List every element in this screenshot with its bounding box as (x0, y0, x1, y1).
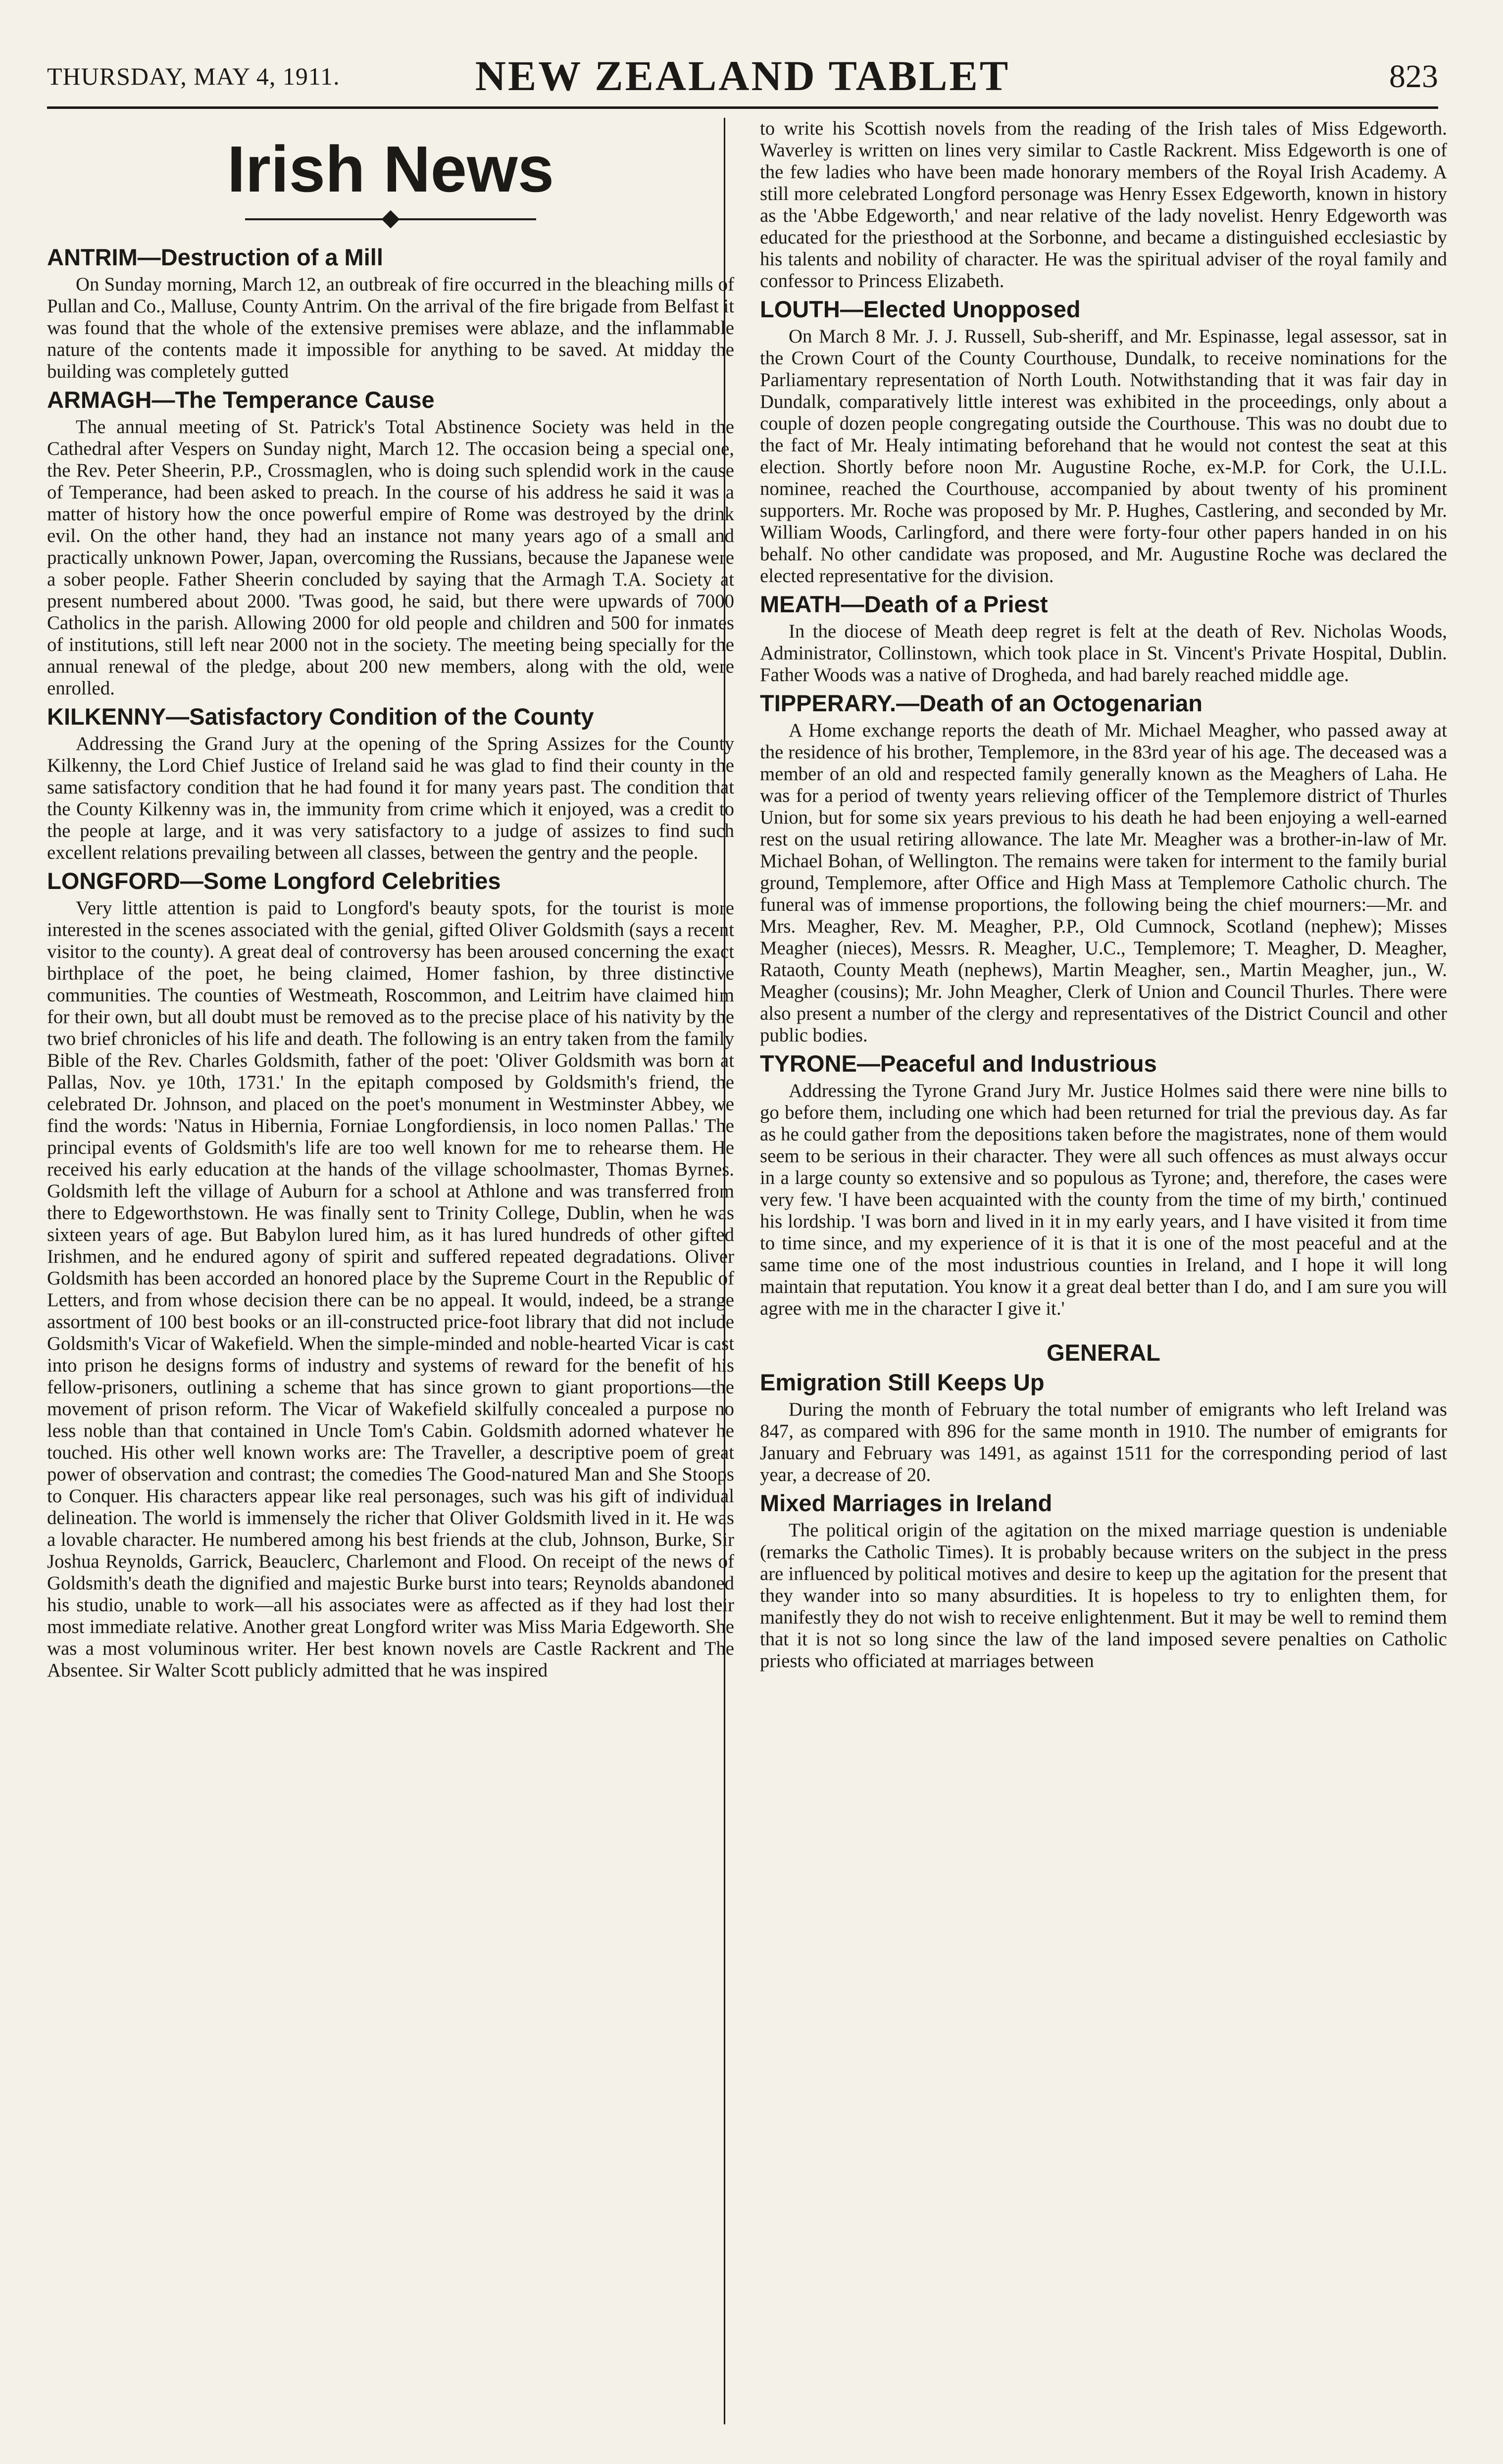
masthead (47, 47, 1438, 109)
article-longford-continued (760, 118, 1447, 292)
article-mixed-marriages (760, 1490, 1447, 1672)
diamond-icon (382, 210, 400, 229)
article-heading: Emigration Still Keeps Up (760, 1369, 1045, 1396)
article-louth (760, 296, 1447, 587)
article-body: Addressing the Tyrone Grand Jury Mr. Justice Holmes said there were nine bills to go before them, including one which had been returned for trial the previous day. As far as he could gather from the depositions taken before the magistrates, none of them would seem to be serious in their character. They were all such offences as must always occur in a large county so extensive and so populous as Tyrone; and, therefore, the cases were very few. 'I have been acquainted with the county from the time of my birth,' continued his lordship. 'I was born and lived in it in my early years, and I have visited it from time to time since, and my experience of it is that it is one of the most peaceful and at the same time one of the most industrious counties in Ireland, and I hope it will long maintain that reputation. You know it a great deal better than I do, and I am sure you will agree with me in the character I give it.' (760, 1080, 1447, 1320)
general-heading: GENERAL (1047, 1339, 1160, 1366)
article-heading: TYRONE—Peaceful and Industrious (760, 1050, 1157, 1077)
article-heading: LONGFORD—Some Longford Celebrities (47, 868, 501, 894)
article-body: On Sunday morning, March 12, an outbreak of fire occurred in the bleaching mills of Pullan and Co., Malluse, County Antrim. On the arrival of the fire brigade from Belfast it was found that the whole of the extensive premises were ablaze, and the inflammable nature of the contents made it impossible for anything to be saved. At midday the building was completely gutted (47, 274, 734, 383)
article-body: Addressing the Grand Jury at the opening of the Spring Assizes for the County Kilkenny, the Lord Chief Justice of Ireland said he was glad to find their county in the same satisfactory condition that he had found it for many years past. The condition that the County Kilkenny was in, the immunity from crime which it enjoyed, was a credit to the people at large, and it was very satisfactory to a judge of assizes to find such excellent relations prevailing between all classes, between the gentry and the people. (47, 733, 734, 864)
article-body: The political origin of the agitation on the mixed marriage question is undeniable (remarks the Catholic Times). It is probably because writers on the subject in the press are influenced by political motives and desire to keep up the agitation for the present that they wander into so many absurdities. It is hopeless to try to enlighten them, for manifestly they do not wish to receive enlightenment. But it may be well to remind them that it is not so long since the law of the land imposed severe penalties on Catholic priests who officiated at marriages between (760, 1520, 1447, 1672)
article-body: A Home exchange reports the death of Mr. Michael Meagher, who passed away at the residence of his brother, Templemore, in the 83rd year of his age. The deceased was a member of an old and respected family generally known as the Meaghers of Laha. He was for a period of twenty years relieving officer of the Templemore district of Thurles Union, but for some six years previous to his death he had been enjoying a well-earned rest on the usual retiring allowance. The late Mr. Meagher was a brother-in-law of Mr. Michael Bohan, of Wellington. The remains were taken for interment to the family burial ground, Templemore, after Office and High Mass at Templemore Catholic church. The funeral was of immense proportions, the following being the chief mourners:—Mr. and Mrs. Meagher, Rev. M. Meagher, P.P., Old Cumnock, Scotland (nephew); Misses Meagher (nieces), Messrs. R. Meagher, U.C., Templemore; T. Meagher, D. Meagher, Rataoth, County Meath (nephews), Martin Meagher, sen., Martin Meagher, jun., W. Meagher (cousins); Mr. John Meagher, Clerk of Union and Council Thurles. There were also present a number of the clergy and representatives of the District Council and other public bodies. (760, 720, 1447, 1046)
newspaper-title: NEW ZEALAND TABLET (475, 52, 1010, 99)
article-emigration (760, 1369, 1447, 1486)
article-heading: MEATH—Death of a Priest (760, 591, 1048, 618)
title-ornament (47, 211, 734, 226)
article-meath (760, 591, 1447, 686)
article-heading: ARMAGH—The Temperance Cause (47, 387, 435, 413)
right-column (760, 118, 1447, 1676)
article-antrim (47, 244, 734, 383)
article-heading: LOUTH—Elected Unopposed (760, 296, 1081, 322)
article-armagh (47, 387, 734, 699)
article-body: The annual meeting of St. Patrick's Total Abstinence Society was held in the Cathedral after Vespers on Sunday night, March 12. The occasion being a special one, the Rev. Peter Sheerin, P.P., Crossmaglen, who is doing such splendid work in the cause of Temperance, had been asked to preach. In the course of his address he said it was a matter of history how the once powerful empire of Rome was destroyed by the drink evil. On the other hand, they had an instance not many years ago of a small and practically unknown Power, Japan, overcoming the Russians, because the Japanese were a sober people. Father Sheerin concluded by saying that the Armagh T.A. Society at present numbered about 2000. 'Twas good, he said, but there were upwards of 7000 Catholics in the parish. Allowing 2000 for old people and children and 500 for inmates of institutions, still left near 2000 not in the society. The meeting being specially for the annual renewal of the pledge, about 200 new members, along with the old, were enrolled. (47, 416, 734, 699)
left-column (47, 118, 734, 1685)
section-title: Irish News (227, 133, 554, 205)
article-longford (47, 868, 734, 1681)
article-tipperary (760, 690, 1447, 1046)
article-heading: TIPPERARY.—Death of an Octogenarian (760, 690, 1203, 717)
article-body: During the month of February the total number of emigrants who left Ireland was 847, as compared with 896 for the same month in 1910. The number of emigrants for January and February was 1491, as against 1511 for the corresponding period of last year, a decrease of 20. (760, 1399, 1447, 1486)
article-body-continued: to write his Scottish novels from the reading of the Irish tales of Miss Edgeworth. Waverley is written on lines very similar to Castle Rackrent. Miss Edgeworth is one of the few ladies who have been made honorary members of the Royal Irish Academy. A still more celebrated Longford personage was Henry Essex Edgeworth, known in history as the 'Abbe Edgeworth,' and near relative of the lady novelist. Henry Edgeworth was educated for the priesthood at the Sorbonne, and became a distinguished ecclesiastic by his talents and nobility of character. He was the spiritual adviser of the royal family and confessor to Princess Elizabeth. (760, 118, 1447, 292)
article-heading: KILKENNY—Satisfactory Condition of the County (47, 703, 594, 730)
article-body: On March 8 Mr. J. J. Russell, Sub-sheriff, and Mr. Espinasse, legal assessor, sat in the Crown Court of the County Courthouse, Dundalk, to receive nominations for the Parliamentary representation of North Louth. Notwithstanding that it was fair day in Dundalk, comparatively little interest was exhibited in the proceedings, only about a couple of dozen people congregating outside the Courthouse. This was no doubt due to the fact of Mr. Healy intimating beforehand that he would not contest the seat at this election. Shortly before noon Mr. Augustine Roche, ex-M.P. for Cork, the U.I.L. nominee, reached the Courthouse, accompanied by about twenty of his prominent supporters. Mr. Roche was proposed by Mr. P. Hughes, Castlering, and seconded by Mr. William Woods, Carlingford, and there were forty-four other papers handed in on his behalf. No other candidate was proposed, and Mr. Augustine Roche was declared the elected representative for the division. (760, 326, 1447, 587)
article-body: In the diocese of Meath deep regret is felt at the death of Rev. Nicholas Woods, Administrator, Collinstown, which took place in St. Vincent's Private Hospital, Dublin. Father Woods was a native of Drogheda, and had barely reached middle age. (760, 621, 1447, 686)
page-number: 823 (1389, 58, 1438, 95)
issue-date: THURSDAY, MAY 4, 1911. (47, 62, 340, 90)
article-body: Very little attention is paid to Longford's beauty spots, for the tourist is more interested in the scenes associated with the genial, gifted Oliver Goldsmith (says a recent visitor to the county). A great deal of controversy has been aroused concerning the exact birthplace of the poet, he being claimed, Homer fashion, by three distinctive communities. The counties of Westmeath, Roscommon, and Leitrim have claimed him for their own, but all doubt must be removed as to the precise place of his nativity by the two brief chronicles of his life and death. The following is an entry taken from the family Bible of the Rev. Charles Goldsmith, father of the poet: 'Oliver Goldsmith was born at Pallas, Nov. ye 10th, 1731.' In the epitaph composed by Goldsmith's friend, the celebrated Dr. Johnson, and placed on the poet's monument in Westminster Abbey, we find the words: 'Natus in Hibernia, Forniae Longfordiensis, in loco nomen Pallas.' The principal events of Goldsmith's life are too well known for me to rehearse them. He received his early education at the hands of the village schoolmaster, Thomas Byrnes. Goldsmith left the village of Auburn for a school at Athlone and was transferred from there to Edgeworthstown. He was finally sent to Trinity College, Dublin, when he was sixteen years of age. But Babylon lured him, as it has lured hundreds of other gifted Irishmen, and he endured agony of spirit and suffered repeated degradations. Oliver Goldsmith has been accorded an honored place by the Supreme Court in the Republic of Letters, and from whose decision there can be no appeal. It would, indeed, be a strange assortment of 100 best books or an ill-constructed price-foot library that did not include Goldsmith's Vicar of Wakefield. When the simple-minded and noble-hearted Vicar is cast into prison he designs forms of industry and systems of reward for the benefit of his fellow-prisoners, outlining a scheme that has since grown to giant proportions—the movement of prison reform. The Vicar of Wakefield skilfully concealed a purpose no less noble than that contained in Uncle Tom's Cabin. Goldsmith adorned whatever he touched. His other well known works are: The Traveller, a descriptive poem of great power of observation and contrast; the comedies The Good-natured Man and She Stoops to Conquer. His characters appear like real personages, such was his gift of individual delineation. The world is immensely the richer that Oliver Goldsmith lived in it. He was a lovable character. He numbered among his best friends at the club, Johnson, Burke, Sir Joshua Reynolds, Garrick, Beauclerc, Charlemont and Flood. On receipt of the news of Goldsmith's death the dignified and majestic Burke burst into tears; Reynolds abandoned his studio, unable to work—all his associates were as affected as if they had lost their most immediate relative. Another great Longford writer was Miss Maria Edgeworth. She was a most voluminous writer. Her best known novels are Castle Rackrent and The Absentee. Sir Walter Scott publicly admitted that he was inspired (47, 897, 734, 1681)
article-heading: Mixed Marriages in Ireland (760, 1490, 1052, 1517)
article-kilkenny (47, 703, 734, 864)
article-tyrone (760, 1050, 1447, 1320)
article-heading: ANTRIM—Destruction of a Mill (47, 244, 383, 270)
